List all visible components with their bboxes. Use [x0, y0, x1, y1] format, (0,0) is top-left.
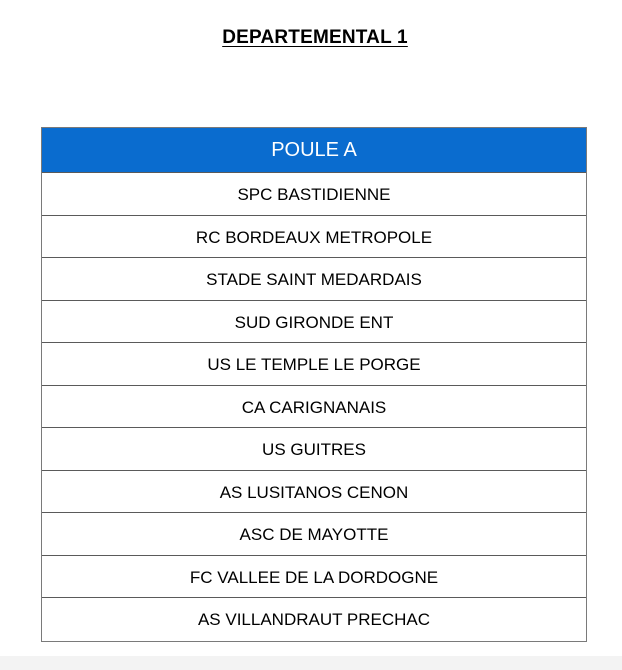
team-row: SUD GIRONDE ENT — [42, 301, 586, 344]
team-row: CA CARIGNANAIS — [42, 386, 586, 429]
team-row: STADE SAINT MEDARDAIS — [42, 258, 586, 301]
team-row: RC BORDEAUX METROPOLE — [42, 216, 586, 259]
pool-header: POULE A — [42, 128, 586, 173]
page-title: DEPARTEMENTAL 1 — [222, 27, 408, 48]
team-row: US GUITRES — [42, 428, 586, 471]
team-row: SPC BASTIDIENNE — [42, 173, 586, 216]
team-row: US LE TEMPLE LE PORGE — [42, 343, 586, 386]
team-row: ASC DE MAYOTTE — [42, 513, 586, 556]
page-bottom-edge — [0, 656, 622, 670]
pool-table — [41, 127, 587, 642]
team-row: AS LUSITANOS CENON — [42, 471, 586, 514]
team-row: AS VILLANDRAUT PRECHAC — [197, 610, 431, 629]
team-row: FC VALLEE DE LA DORDOGNE — [42, 556, 586, 599]
